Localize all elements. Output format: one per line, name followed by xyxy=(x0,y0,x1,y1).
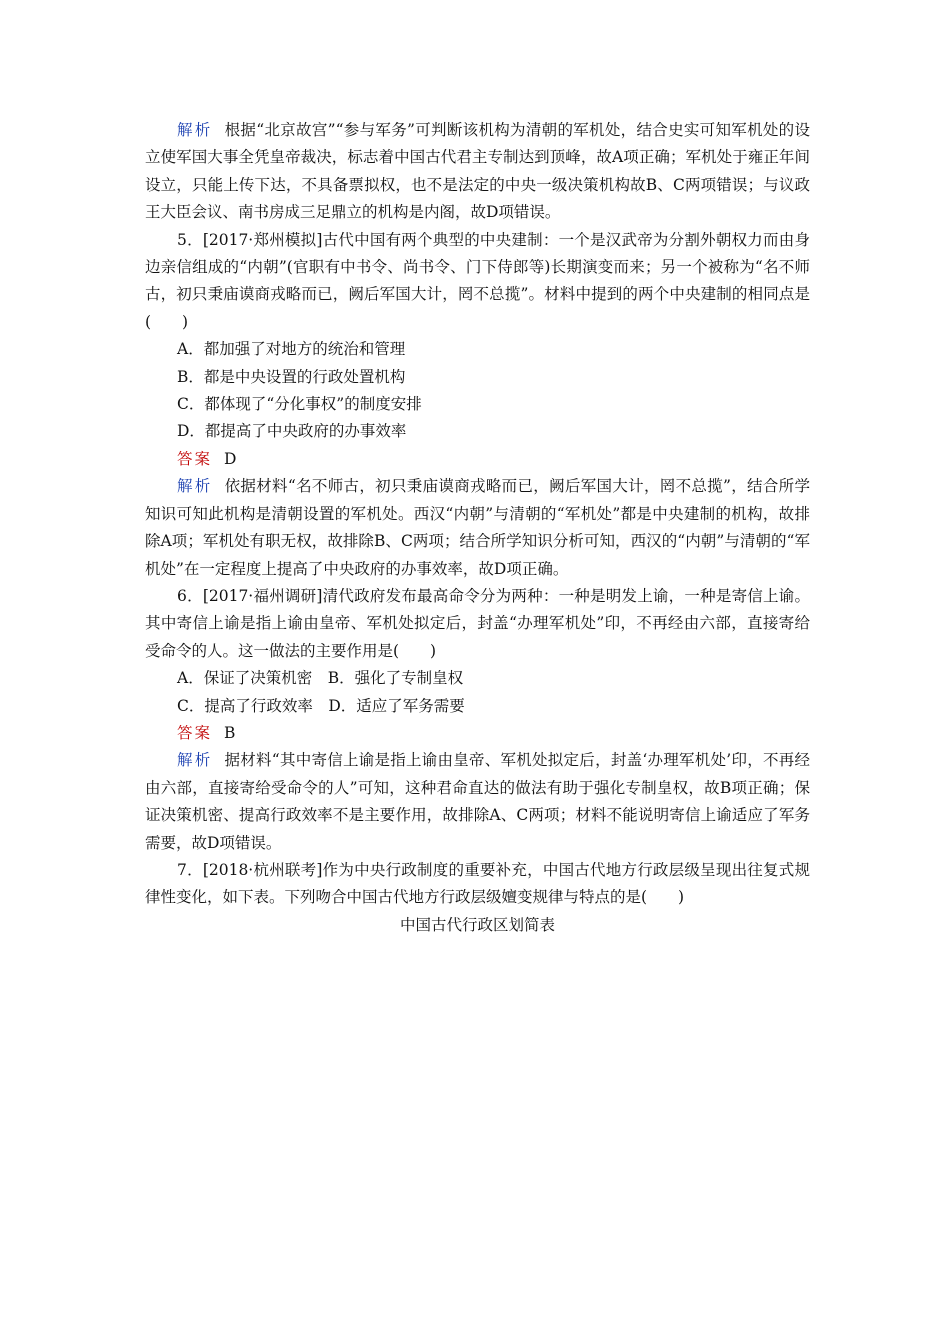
option-row-ab: A．保证了决策机密 B．强化了专制皇权 xyxy=(177,669,464,688)
option-row-cd: C．提高了行政效率 D．适应了军务需要 xyxy=(177,696,465,715)
answer-value: D xyxy=(224,449,237,468)
option-b: B．都是中央设置的行政处置机构 xyxy=(177,367,406,386)
answer-value: B xyxy=(224,723,236,742)
analysis-text: 根据“北京故宫”“参与军务”可判断该机构为清朝的军机处，结合史实可知军机处的设立使军国大事全凭皇帝裁决，标志着中国古代君主专制达到顶峰，故A项正确；军机处于雍正年间设立，只能上传下达，不具备票拟权，也不是法定的中央一级决策机构故B、C两项错误；与议政王大臣会议、南书房成三足鼎立的机构是内阁，故D项错误。 xyxy=(145,121,810,222)
analysis-label: 解析 xyxy=(177,477,213,496)
analysis-text: 依据材料“名不师古，初只秉庙谟商戎略而已，阙后军国大计，罔不总揽”，结合所学知识可知此机构是清朝设置的军机处。西汉“内朝”与清朝的“军机处”都是中央建制的机构，故排除A项；军机处有职无权，故排除B、C两项；结合所学知识分析可知，西汉的“内朝”与清朝的“军机处”在一定程度上提高了中央政府的办事效率，故D项正确。 xyxy=(145,477,810,578)
answer-label: 答案 xyxy=(177,723,213,742)
question-5-stem: 5．[2017·郑州模拟]古代中国有两个典型的中央建制：一个是汉武帝为分割外朝权力而由身边亲信组成的“内朝”(官职有中书令、尚书令、门下侍郎等)长期演变而来；另一个被称为“名不师古，初只秉庙谟商戎略而已，阙后军国大计，罔不总揽”。材料中提到的两个中央建制的相同点是( ) xyxy=(145,230,810,331)
q4-analysis xyxy=(145,117,810,227)
analysis-label: 解析 xyxy=(177,751,213,770)
option-d: D．都提高了中央政府的办事效率 xyxy=(177,422,407,441)
question-5-answer xyxy=(145,446,810,473)
document-page xyxy=(145,117,810,939)
question-6-answer xyxy=(145,720,810,747)
question-6-stem: 6．[2017·福州调研]清代政府发布最高命令分为两种：一种是明发上谕，一种是寄信上谕。其中寄信上谕是指上谕由皇帝、军机处拟定后，封盖“办理军机处”印，不再经由六部，直接寄给受命令的人。这一做法的主要作用是( ) xyxy=(145,586,810,660)
option-a: A．都加强了对地方的统治和管理 xyxy=(177,340,406,359)
analysis-label: 解析 xyxy=(177,121,213,139)
analysis-text: 据材料“其中寄信上谕是指上谕由皇帝、军机处拟定后，封盖‘办理军机处’印，不再经由六部，直接寄给受命令的人”可知，这种君命直达的做法有助于强化专制皇权，故B项正确；保证决策机密、提高行政效率不是主要作用，故排除A、C两项；材料不能说明寄信上谕适应了军务需要，故D项错误。 xyxy=(145,751,810,852)
table-caption: 中国古代行政区划简表 xyxy=(399,915,555,934)
question-5-analysis xyxy=(145,473,810,583)
option-c: C．都体现了“分化事权”的制度安排 xyxy=(177,395,422,414)
answer-label: 答案 xyxy=(177,449,213,468)
question-7-stem: 7．[2018·杭州联考]作为中央行政制度的重要补充，中国古代地方行政层级呈现出往复式规律性变化，如下表。下列吻合中国古代地方行政层级嬗变规律与特点的是( ) xyxy=(145,860,810,907)
question-6-analysis xyxy=(145,747,810,857)
